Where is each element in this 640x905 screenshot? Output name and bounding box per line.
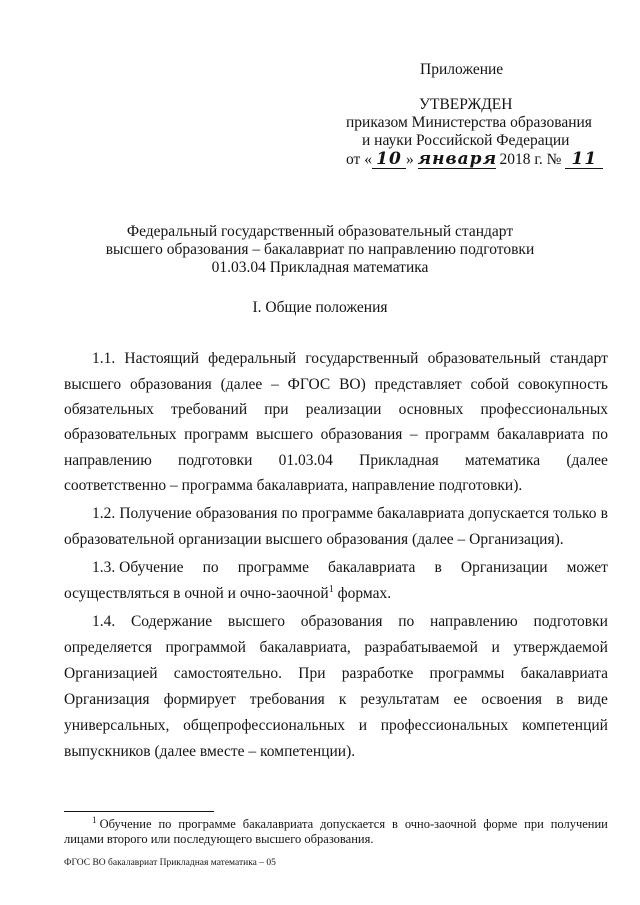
word: обязательных bbox=[64, 401, 154, 418]
word: образования bbox=[320, 426, 403, 443]
word: представляет bbox=[374, 376, 462, 393]
word: образования bbox=[300, 613, 383, 630]
text-segment: осуществляться в очной и очно-заочной bbox=[64, 585, 329, 602]
word: профессиональных bbox=[480, 401, 608, 418]
word: высшего bbox=[64, 376, 122, 393]
word: бакалавриата bbox=[520, 665, 608, 682]
p1-3-line-1 bbox=[92, 559, 608, 577]
text-segment: формах. bbox=[333, 585, 392, 602]
word: программ bbox=[425, 426, 490, 443]
word: при bbox=[524, 817, 544, 831]
p1-4-line-3 bbox=[64, 665, 608, 683]
p1-1-line-2 bbox=[64, 376, 608, 394]
word: основных bbox=[398, 401, 464, 418]
word: получении bbox=[550, 817, 608, 831]
word: при bbox=[264, 401, 289, 418]
word: Получение bbox=[119, 505, 192, 522]
date-day: 10 bbox=[372, 150, 406, 169]
word: допускается bbox=[320, 817, 386, 831]
word: 01.03.04 bbox=[278, 452, 333, 469]
word: ее bbox=[453, 691, 468, 708]
word: подготовки bbox=[533, 613, 608, 630]
word: программе bbox=[301, 505, 373, 522]
title-line-1: Федеральный государственный образовательный стандарт bbox=[126, 223, 514, 240]
word: программы bbox=[429, 665, 505, 682]
word: (далее bbox=[566, 452, 608, 469]
word: формирует bbox=[163, 691, 236, 708]
word: Организацией bbox=[64, 665, 158, 682]
p1-1-line-3 bbox=[64, 401, 608, 419]
word: реализации bbox=[305, 401, 382, 418]
word: программой bbox=[165, 639, 246, 656]
title-line-2: высшего образования – бакалавриат по направлению подготовки bbox=[105, 241, 535, 258]
word: в bbox=[556, 691, 564, 708]
order-number: 11 bbox=[565, 150, 603, 169]
word: направлению bbox=[64, 452, 152, 469]
p1-1-line-6: соответственно – программа бакалавриата, направление подготовки). bbox=[64, 477, 523, 494]
word: математика bbox=[464, 452, 541, 469]
word: образовательный bbox=[427, 350, 541, 367]
word: – bbox=[409, 426, 418, 443]
word: и bbox=[358, 717, 368, 734]
word: форме bbox=[483, 817, 518, 831]
p1-1-line-1 bbox=[92, 350, 608, 368]
word: в bbox=[392, 817, 398, 831]
section-heading: I. Общие положения bbox=[252, 299, 388, 316]
order-line-2: и науки Российской Федерации bbox=[362, 132, 570, 149]
word: высшего bbox=[227, 613, 286, 630]
word: очно-заочной bbox=[404, 817, 477, 831]
word: высшего bbox=[255, 426, 314, 443]
date-month: января bbox=[417, 149, 498, 169]
word: подготовки bbox=[178, 452, 253, 469]
footnote-divider bbox=[64, 811, 214, 812]
word: программе bbox=[178, 817, 236, 831]
word: универсальных, bbox=[64, 717, 170, 734]
word: бакалавриата bbox=[242, 817, 314, 831]
p1-4-line-6: выпускников (далее вместе – компетенции). bbox=[64, 743, 356, 760]
word: бакалавриата bbox=[328, 559, 416, 576]
p1-4-line-4 bbox=[64, 691, 608, 709]
word: направлению bbox=[429, 613, 518, 630]
word: требований bbox=[171, 401, 248, 418]
word: в bbox=[600, 505, 608, 522]
word: по bbox=[281, 505, 298, 522]
word: самостоятельно. bbox=[173, 665, 283, 682]
word: виде bbox=[577, 691, 608, 708]
title-line-3: 01.03.04 Прикладная математика bbox=[211, 259, 429, 276]
p1-4-line-1 bbox=[92, 613, 608, 631]
word: 1.2. bbox=[92, 505, 116, 522]
word: ФГОС bbox=[287, 376, 331, 393]
word: определяется bbox=[64, 639, 152, 656]
word: только bbox=[553, 505, 597, 522]
word: разработке bbox=[341, 665, 414, 682]
word: по bbox=[398, 613, 415, 630]
word: Организации bbox=[460, 559, 548, 576]
date-year: 2018 г. № bbox=[499, 151, 562, 168]
word: – bbox=[271, 376, 279, 393]
word: Обучение bbox=[99, 817, 152, 831]
word: к bbox=[338, 691, 347, 708]
word: бакалавриата bbox=[377, 505, 465, 522]
approved-label: УТВЕРЖДЕН bbox=[419, 96, 513, 113]
word: Организация bbox=[64, 691, 150, 708]
word: программе bbox=[237, 559, 309, 576]
p1-1-line-4 bbox=[64, 426, 608, 444]
word: При bbox=[298, 665, 326, 682]
word: образовательных bbox=[64, 426, 177, 443]
word: Прикладная bbox=[359, 452, 439, 469]
word: по bbox=[158, 817, 172, 831]
word: в bbox=[434, 559, 442, 576]
word: утверждаемой bbox=[513, 639, 608, 656]
word: разрабатываемой bbox=[364, 639, 478, 656]
word: (далее bbox=[220, 376, 263, 393]
word: результатам bbox=[360, 691, 440, 708]
p1-4-line-2 bbox=[64, 639, 608, 657]
page-footer: ФГОС ВО бакалавриат Прикладная математика – 05 bbox=[64, 858, 276, 868]
word: совокупность bbox=[517, 376, 608, 393]
word: федеральный bbox=[208, 350, 297, 367]
word: Настоящий bbox=[124, 350, 200, 367]
word: бакалавриата bbox=[497, 426, 585, 443]
footnote-text-start bbox=[92, 814, 152, 832]
word: Содержание bbox=[130, 613, 213, 630]
word: образования bbox=[130, 376, 212, 393]
word: стандарт bbox=[549, 350, 608, 367]
p1-2-line-1 bbox=[92, 505, 608, 523]
order-line-1: приказом Министерства образования bbox=[346, 114, 592, 131]
p1-3-line-2 bbox=[64, 585, 391, 603]
word: программ bbox=[184, 426, 249, 443]
footnote-ref: 1 bbox=[328, 583, 334, 595]
order-date-line bbox=[346, 150, 603, 169]
footnote-line-2: лицами второго или последующего высшего образования. bbox=[64, 832, 374, 846]
date-mid: » bbox=[405, 151, 414, 168]
footnote-mark: 1 bbox=[92, 814, 97, 825]
word: может bbox=[566, 559, 608, 576]
word: допускается bbox=[468, 505, 550, 522]
word: бакалавриата, bbox=[259, 639, 351, 656]
footnote-line-1 bbox=[92, 814, 608, 832]
word: и bbox=[491, 639, 500, 656]
word: 1.3. Обучение bbox=[92, 559, 184, 576]
p1-1-line-5 bbox=[64, 452, 608, 470]
word: государственный bbox=[305, 350, 419, 367]
word: по bbox=[202, 559, 219, 576]
p1-4-line-5 bbox=[64, 717, 608, 735]
annex-label: Приложение bbox=[420, 61, 504, 78]
word: общепрофессиональных bbox=[183, 717, 346, 734]
p1-2-line-2: образовательной организации высшего образования (далее – Организация). bbox=[64, 531, 564, 548]
word: образования bbox=[195, 505, 278, 522]
word: 1.4. bbox=[92, 613, 116, 630]
date-prefix: от « bbox=[346, 151, 372, 168]
word: ВО) bbox=[339, 376, 366, 393]
word: требования bbox=[249, 691, 325, 708]
word: освоения bbox=[481, 691, 543, 708]
word: 1.1. bbox=[92, 350, 116, 367]
word: по bbox=[591, 426, 608, 443]
word: собой bbox=[470, 376, 510, 393]
word: компетенций bbox=[521, 717, 608, 734]
word: профессиональных bbox=[380, 717, 509, 734]
